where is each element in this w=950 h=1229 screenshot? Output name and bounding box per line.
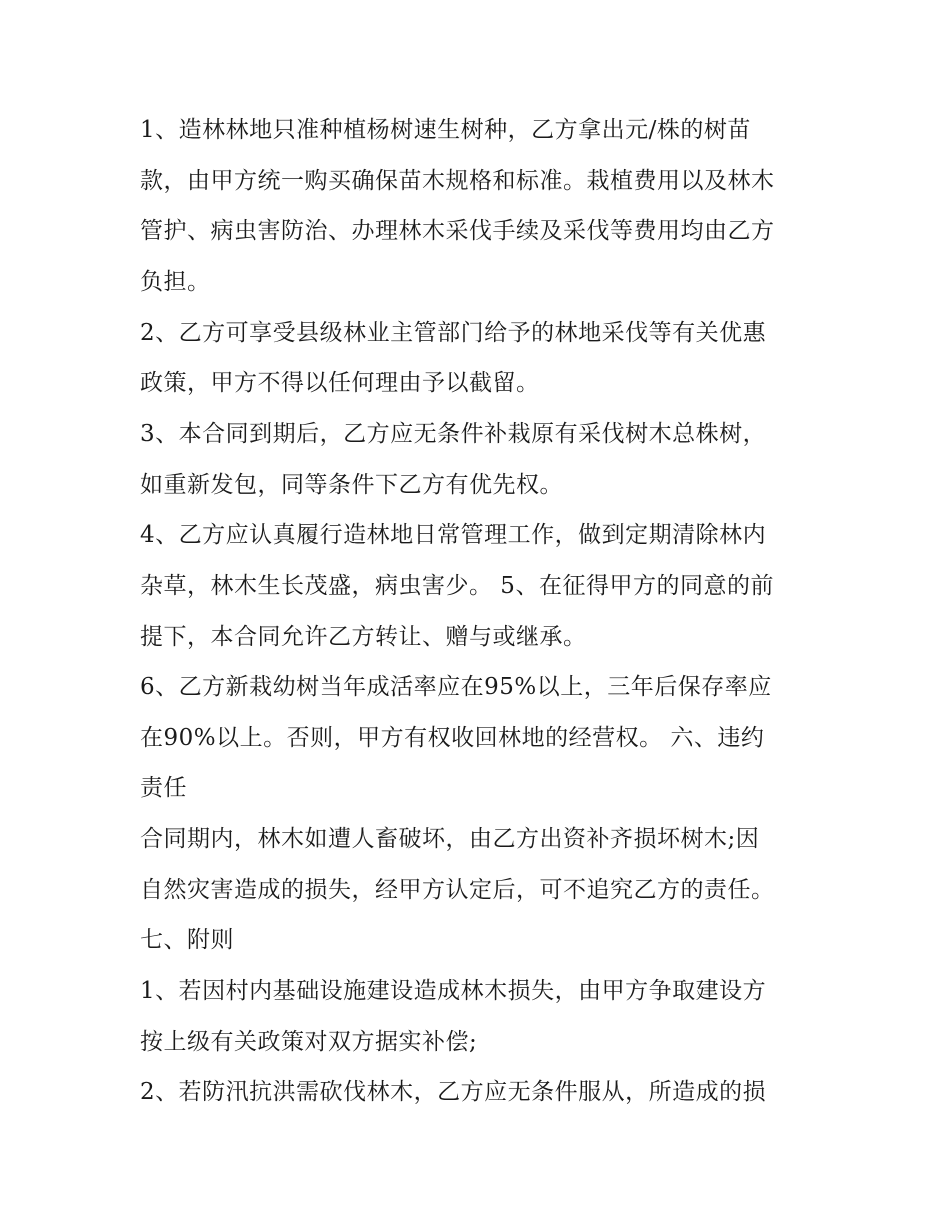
text-line: 在90%以上。否则，甲方有权收回林地的经营权。 六、违约 [140,725,765,751]
text-line: 如重新发包，同等条件下乙方有优先权。 [140,472,563,498]
text-line: 责任 [140,775,187,801]
text-line: 自然灾害造成的损失，经甲方认定后，可不追究乙方的责任。 [140,877,775,903]
text-line: 杂草，林木生长茂盛，病虫害少。 5、在征得甲方的同意的前 [140,573,774,599]
text-line: 按上级有关政策对双方据实补偿; [140,1029,478,1055]
text-line: 提下，本合同允许乙方转让、赠与或继承。 [140,624,587,650]
text-line: 负担。 [140,269,211,295]
text-line: 1、造林林地只准种植杨树速生树种，乙方拿出元/株的树苗 [140,117,751,143]
text-line: 政策，甲方不得以任何理由予以截留。 [140,370,540,396]
text-line: 4、乙方应认真履行造林地日常管理工作，做到定期清除林内 [140,522,767,548]
text-line: 2、乙方可享受县级林业主管部门给予的林地采伐等有关优惠 [140,320,767,346]
text-line: 3、本合同到期后，乙方应无条件补栽原有采伐树木总株树， [140,421,767,447]
text-line: 6、乙方新栽幼树当年成活率应在95%以上，三年后保存率应 [140,674,772,700]
text-line: 款，由甲方统一购买确保苗木规格和标准。栽植费用以及林木 [140,168,775,194]
text-line: 管护、病虫害防治、办理林木采伐手续及采伐等费用均由乙方 [140,218,775,244]
text-line: 合同期内，林木如遭人畜破坏，由乙方出资补齐损坏树木;因 [140,826,760,852]
text-line: 1、若因村内基础设施建设造成林木损失，由甲方争取建设方 [140,978,767,1004]
text-line: 七、附则 [140,927,234,953]
text-line: 2、若防汛抗洪需砍伐林木，乙方应无条件服从，所造成的损 [140,1079,767,1105]
